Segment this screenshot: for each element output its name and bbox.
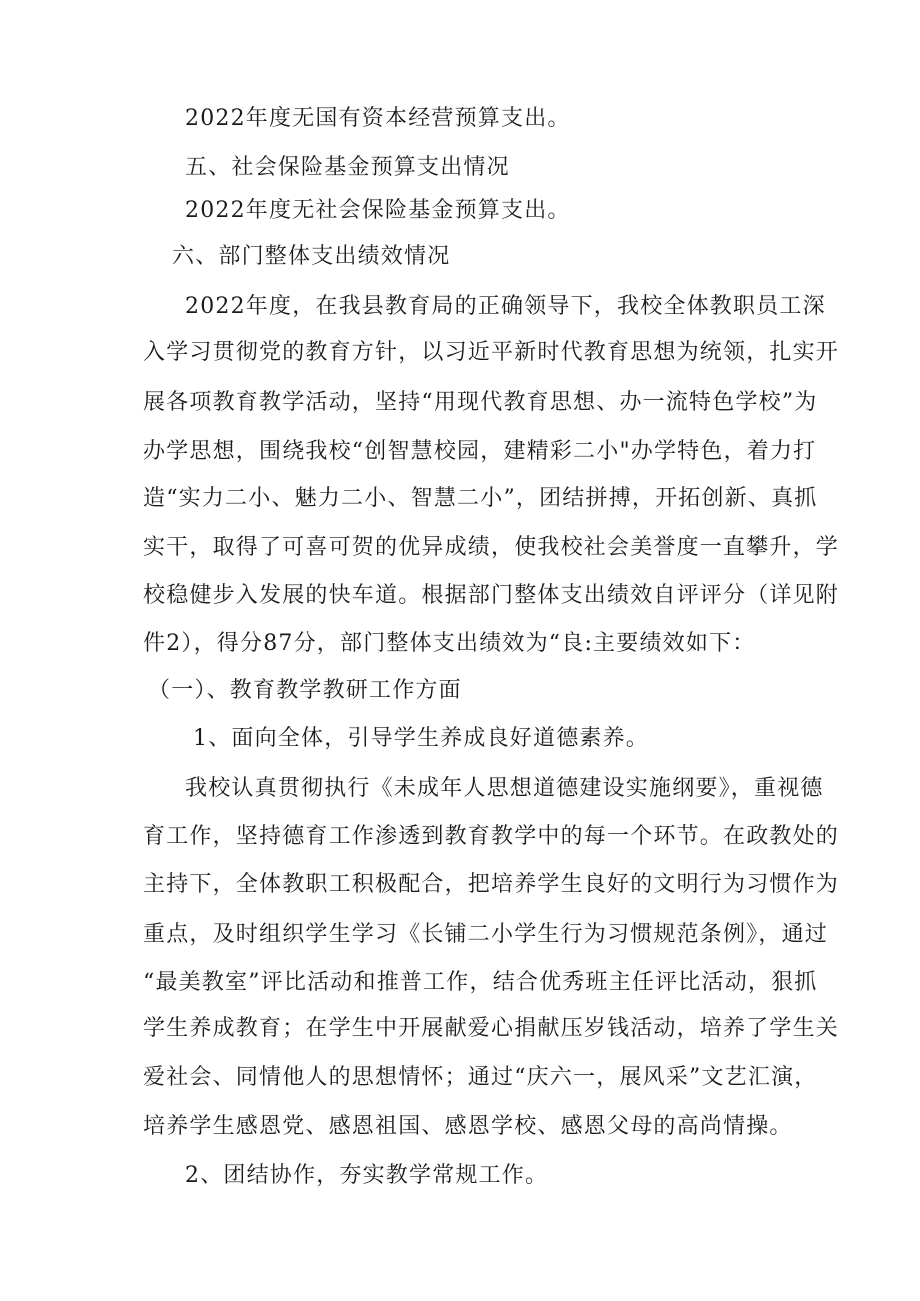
paragraph-performance-line-1: 2022年度，在我县教育局的正确领导下，我校全体教职员工深 <box>185 294 826 319</box>
heading-social-insurance-fund: 五、社会保险基金预算支出情况 <box>185 155 510 180</box>
paragraph-performance-line-2: 入学习贯彻党的教育方针，以习近平新时代教育思想为统领，扎实开 <box>143 340 840 365</box>
paragraph-moral-line-4: 重点，及时组织学生学习《长铺二小学生行为习惯规范条例》，通过 <box>143 922 829 947</box>
paragraph-moral-line-3: 主持下，全体教职工积极配合，把培养学生良好的文明行为习惯作为 <box>143 872 840 897</box>
paragraph-performance-line-5: 造“实力二小、魅力二小、智慧二小”，团结拼搏，开拓创新、真抓 <box>143 486 818 511</box>
paragraph-moral-line-2: 育工作，坚持德育工作渗透到教育教学中的每一个环节。在政教处的 <box>143 824 840 849</box>
paragraph-performance-line-7: 校稳健步入发展的快车道。根据部门整体支出绩效自评评分（详见附 <box>143 583 840 608</box>
paragraph-moral-line-6: 学生养成教育；在学生中开展献爱心捐献压岁钱活动，培养了学生关 <box>143 1016 840 1041</box>
heading-item-1-moral-education: 1、面向全体，引导学生养成良好道德素养。 <box>193 726 649 751</box>
paragraph-performance-line-8: 件2），得分87分，部门整体支出绩效为“良:主要绩效如下： <box>143 631 756 656</box>
paragraph-social-insurance-budget: 2022年度无社会保险基金预算支出。 <box>185 198 571 223</box>
heading-overall-expenditure-performance: 六、部门整体支出绩效情况 <box>172 244 451 269</box>
paragraph-moral-line-5: “最美教室”评比活动和推普工作，结合优秀班主任评比活动，狠抓 <box>143 970 818 995</box>
paragraph-moral-line-8: 培养学生感恩党、感恩祖国、感恩学校、感恩父母的高尚情操。 <box>143 1114 793 1139</box>
paragraph-state-capital-budget: 2022年度无国有资本经营预算支出。 <box>185 106 571 131</box>
paragraph-moral-line-7: 爱社会、同情他人的思想情怀；通过“庆六一，展风采”文艺汇演， <box>143 1065 818 1090</box>
paragraph-moral-line-1: 我校认真贯彻执行《未成年人思想道德建设实施纲要》，重视德 <box>185 776 824 801</box>
paragraph-performance-line-3: 展各项教育教学活动，坚持“用现代教育思想、办一流特色学校”为 <box>143 390 818 415</box>
heading-item-2-teaching-routine: 2、团结协作，夯实教学常规工作。 <box>185 1163 549 1188</box>
paragraph-performance-line-4: 办学思想，围绕我校“创智慧校园，建精彩二小"办学特色，着力打 <box>143 439 817 464</box>
paragraph-performance-line-6: 实干，取得了可喜可贺的优异成绩，使我校社会美誉度一直攀升，学 <box>143 535 840 560</box>
heading-teaching-research: （一）、教育教学教研工作方面 <box>148 678 462 703</box>
